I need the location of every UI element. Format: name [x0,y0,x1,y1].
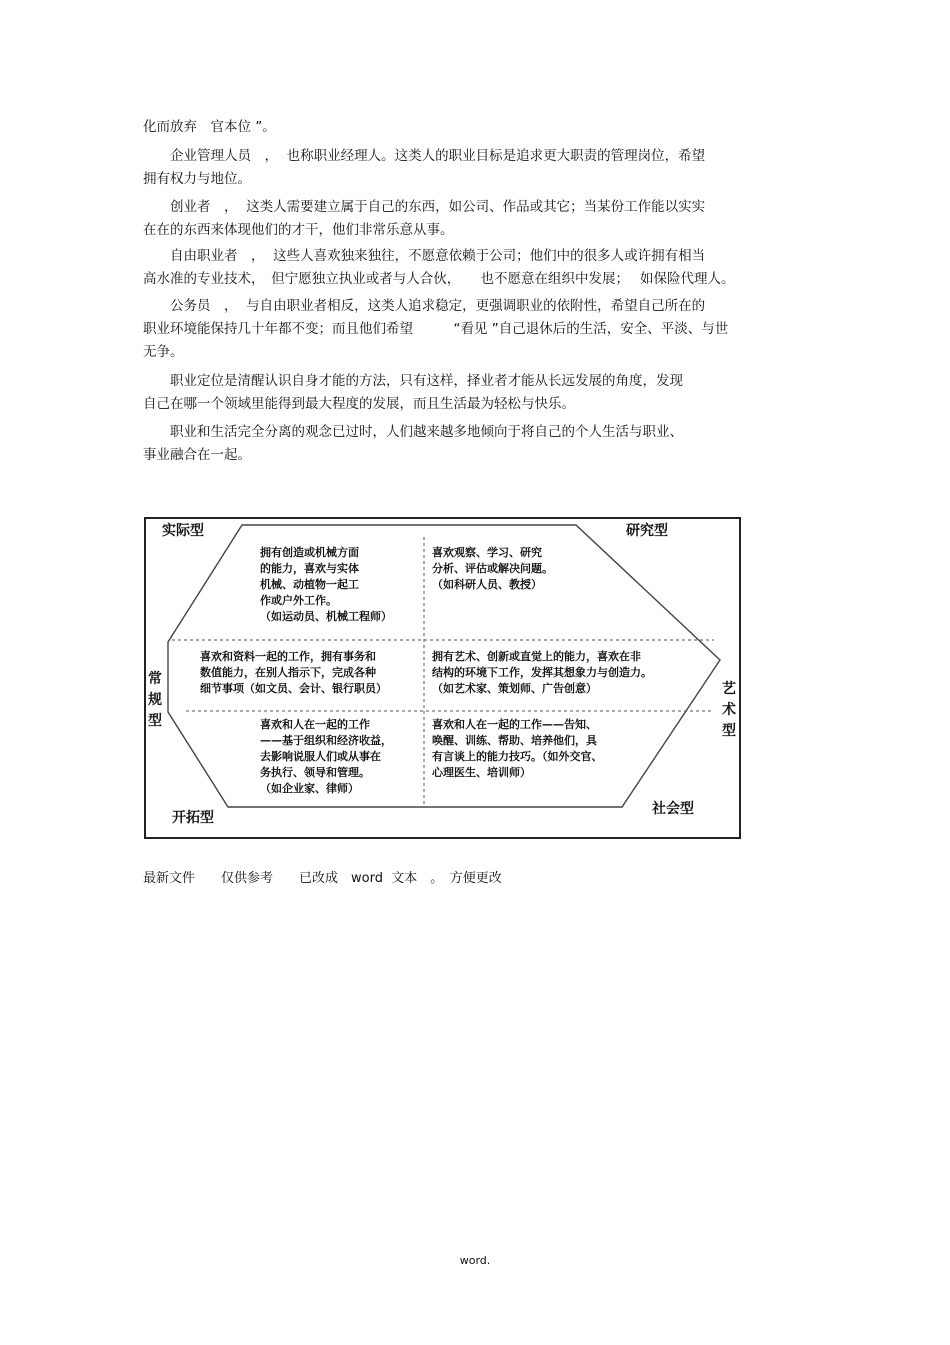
page-mark: word. [459,1254,491,1267]
label-realistic: 实际型 [162,523,204,539]
cell-artistic: 拥有艺术、创新或直觉上的能力，喜欢在非 结构的环境下工作，发挥其想象力与创造力。 （如艺术家、策划师、广告创意） [432,650,652,695]
label-conventional: 常规型 [148,671,162,729]
paragraph-line: 高水准的专业技术， 但宁愿独立执业或者与人合伙， 也不愿意在组织中发展； 如保险代理人。 [143,271,735,287]
cell-enterprising: 喜欢和人在一起的工作 ——基于组织和经济收益， 去影响说服人们或从事在 务执行、领导和管理。 （如企业家、律师） [260,718,392,795]
paragraph-line: 无争。 [143,344,184,360]
paragraph-line: 职业环境能保持几十年都不变；而且他们希望 “看见 ”自己退休后的生活，安全、平淡、与世 [143,321,729,337]
label-investigative: 研究型 [626,523,668,539]
paragraph-line: 自己在哪一个领域里能得到最大程度的发展，而且生活最为轻松与快乐。 [143,396,575,412]
cell-conventional: 喜欢和资料一起的工作，拥有事务和 数值能力，在别人指示下，完成各种 细节事项（如文员、会计、银行职员） [200,650,387,695]
paragraph-line: 职业和生活完全分离的观念已过时，人们越来越多地倾向于将自己的个人生活与职业、 [143,424,683,440]
paragraph-line: 公务员 ， 与自由职业者相反，这类人追求稳定，更强调职业的依附性，希望自己所在的 [143,298,706,314]
label-social: 社会型 [652,801,694,817]
paragraph-line: 创业者 ， 这类人需要建立属于自己的东西，如公司、作品或其它；当某份工作能以实实 [143,199,706,215]
paragraph-line: 化而放弃 官本位 ”。 [143,119,276,135]
cell-investigative: 喜欢观察、学习、研究 分析、评估或解决问题。 （如科研人员、教授） [432,546,553,591]
paragraph-line: 在在的东西来体现他们的才干，他们非常乐意从事。 [143,222,454,238]
label-enterprising: 开拓型 [172,810,214,826]
paragraph-line: 自由职业者 ， 这些人喜欢独来独往，不愿意依赖于公司；他们中的很多人或许拥有相当 [143,248,706,264]
paragraph-line: 事业融合在一起。 [143,447,251,463]
label-artistic: 艺术型 [722,681,736,739]
paragraph-line: 拥有权力与地位。 [143,171,251,187]
paragraph-line: 企业管理人员 ， 也称职业经理人。这类人的职业目标是追求更大职责的管理岗位，希望 [143,148,706,164]
cell-social: 喜欢和人在一起的工作——告知、 唤醒、训练、帮助、培养他们，具 有言谈上的能力技巧。（如外交官、 心理医生、培训师） [432,718,603,779]
cell-realistic: 拥有创造或机械方面 的能力，喜欢与实体 机械、动植物一起工 作或户外工作。 （如运动员、机械工程师） [260,546,392,623]
paragraph-line: 职业定位是清醒认识自身才能的方法，只有这样，择业者才能从长远发展的角度，发现 [143,373,683,389]
career-type-diagram [144,517,741,839]
footer-note: 最新文件 仅供参考 已改成 word 文本 。 方便更改 [143,871,502,886]
